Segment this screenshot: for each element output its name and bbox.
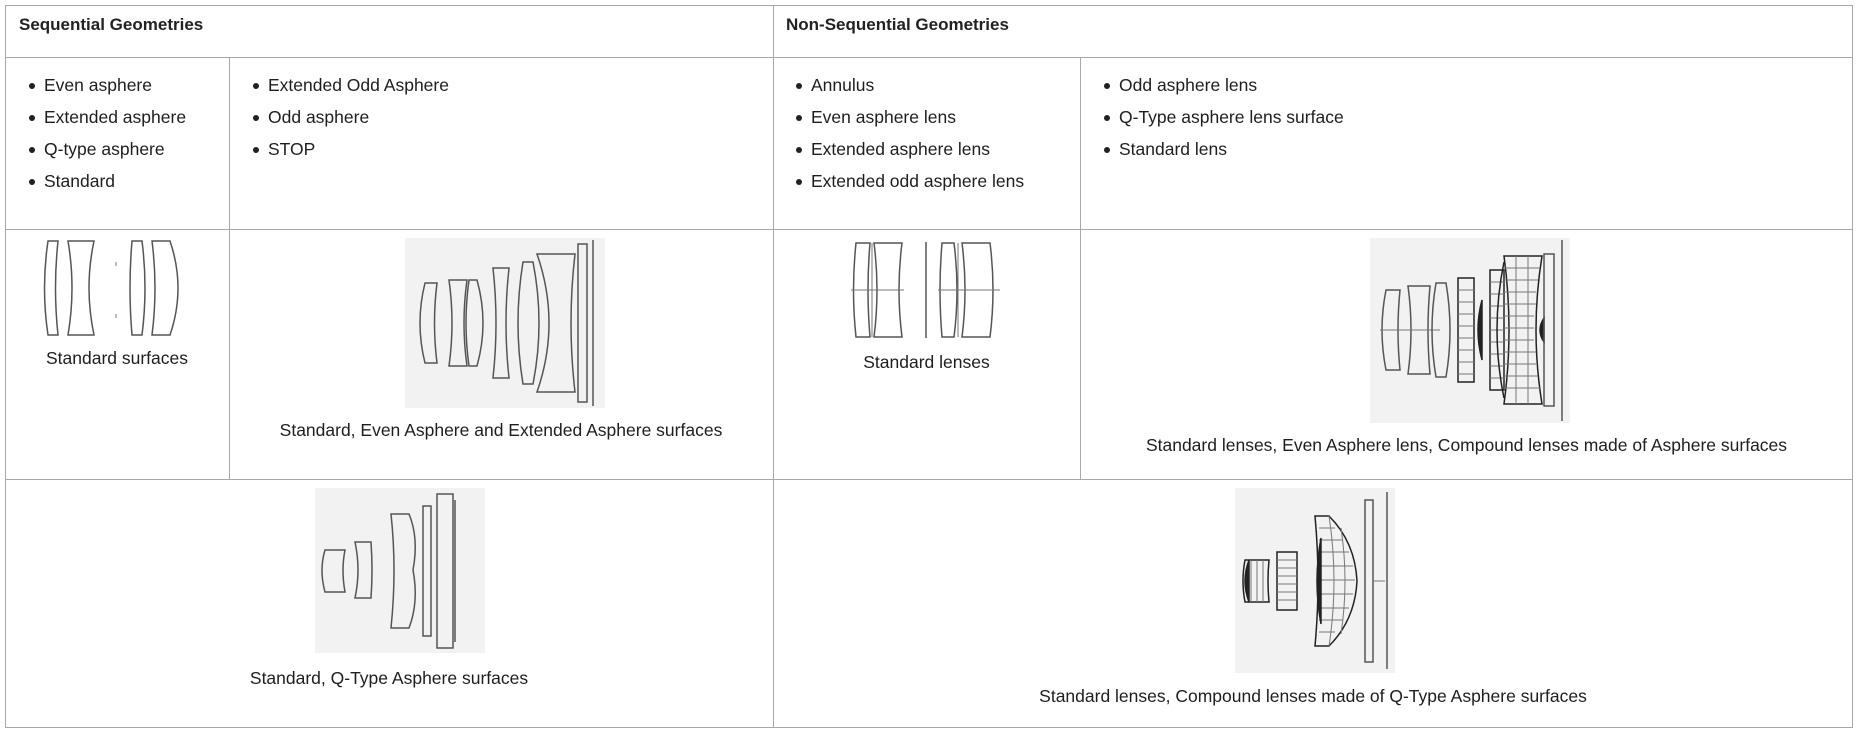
non-sequential-list-right — [1094, 69, 1344, 165]
header-divider — [5, 57, 1853, 58]
list-item: Odd asphere — [243, 101, 449, 133]
sequential-geometries-header: Sequential Geometries — [19, 15, 204, 34]
list-item: Extended asphere lens — [786, 133, 1024, 165]
even-extended-asphere-figure — [405, 238, 605, 408]
std-qtype-caption: Standard, Q-Type Asphere surfaces — [249, 668, 529, 688]
list-item: Q-Type asphere lens surface — [1094, 101, 1344, 133]
list-item: Standard — [19, 165, 186, 197]
std-lenses-even-compound-caption: Standard lenses, Even Asphere lens, Compound lenses made of Asphere surfaces — [1145, 435, 1788, 455]
list-item: Q-type asphere — [19, 133, 186, 165]
list-item: Standard lens — [1094, 133, 1344, 165]
column-divider-nonseq — [1080, 57, 1081, 479]
qtype-asphere-surfaces-figure — [315, 488, 485, 653]
row-divider-2 — [5, 479, 1853, 480]
list-item: Extended Odd Asphere — [243, 69, 449, 101]
std-lenses-compound-qtype-caption: Standard lenses, Compound lenses made of Q-Type Asphere surfaces — [1039, 686, 1587, 706]
list-item: Even asphere lens — [786, 101, 1024, 133]
list-item: Odd asphere lens — [1094, 69, 1344, 101]
column-divider-seq — [229, 57, 230, 479]
list-item: STOP — [243, 133, 449, 165]
non-sequential-geometries-header: Non-Sequential Geometries — [786, 15, 1009, 34]
sequential-list-right — [243, 69, 449, 165]
standard-surfaces-caption: Standard surfaces — [45, 348, 189, 368]
list-item: Annulus — [786, 69, 1024, 101]
list-item: Even asphere — [19, 69, 186, 101]
non-sequential-list-left — [786, 69, 1024, 197]
compound-asphere-lenses-figure — [1370, 238, 1570, 423]
compound-qtype-lenses-figure — [1235, 488, 1395, 673]
list-item: Extended odd asphere lens — [786, 165, 1024, 197]
standard-lenses-caption: Standard lenses — [863, 352, 990, 372]
std-even-ext-caption: Standard, Even Asphere and Extended Asphere surfaces — [279, 420, 723, 440]
sequential-list-left — [19, 69, 186, 197]
list-item: Extended asphere — [19, 101, 186, 133]
standard-surfaces-figure — [40, 238, 200, 338]
standard-lenses-figure — [850, 240, 1005, 340]
row-divider-1 — [5, 229, 1853, 230]
